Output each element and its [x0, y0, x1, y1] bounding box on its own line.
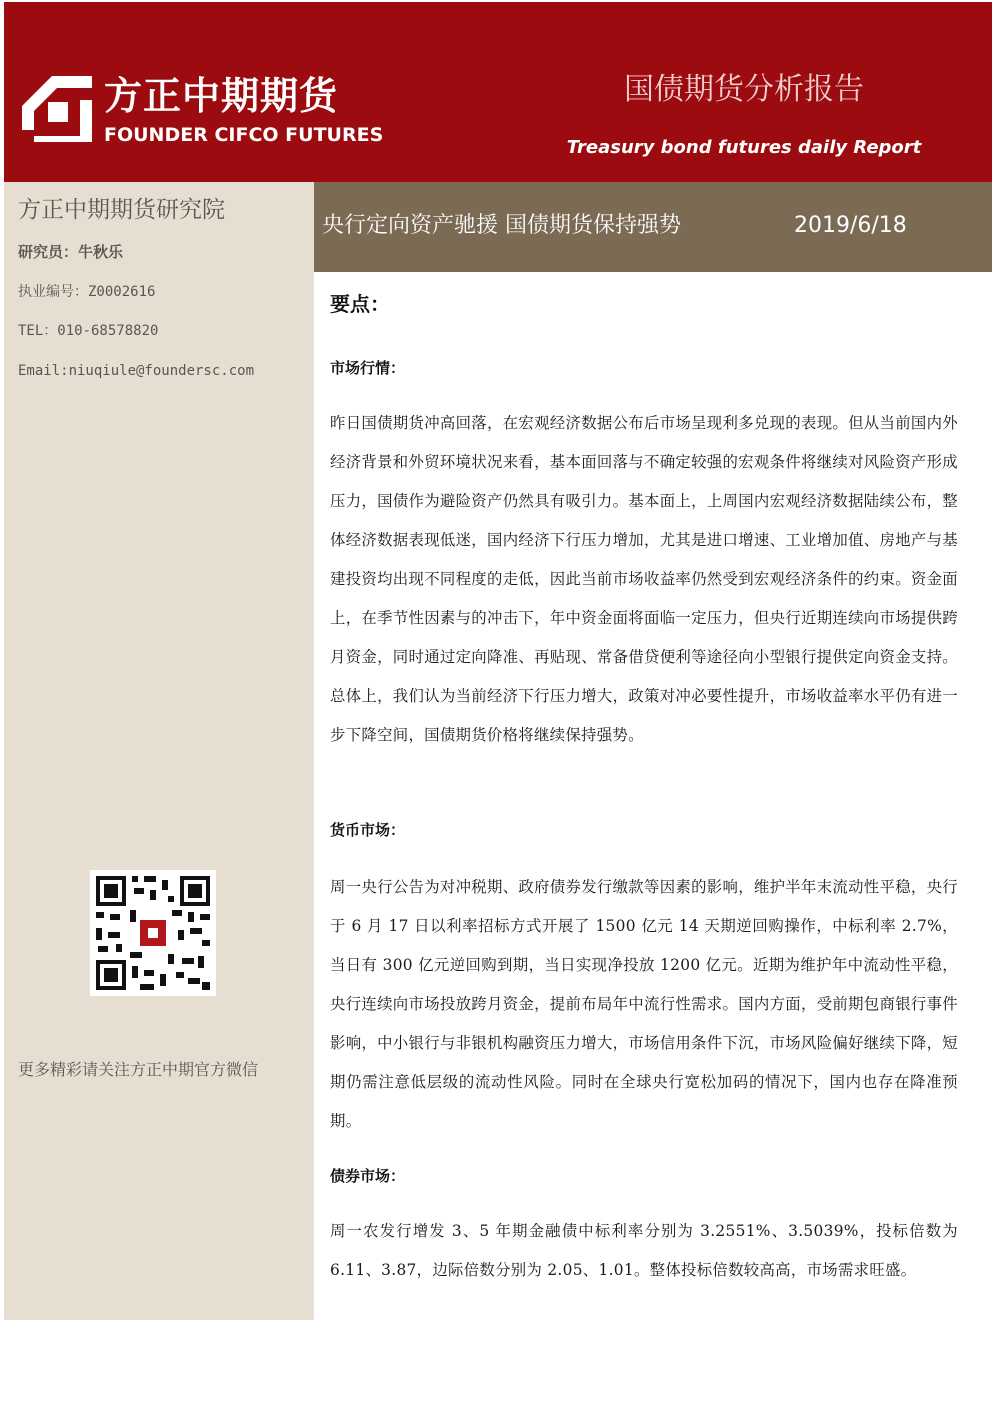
wechat-follow-note: 更多精彩请关注方正中期官方微信 [18, 1060, 259, 1079]
brand-name-cn: 方正中期期货 [104, 74, 339, 118]
market-trend-heading: 市场行情： [330, 359, 406, 377]
report-title-bar [314, 182, 992, 272]
email-link[interactable]: Email:niuqiule@foundersc.com [18, 363, 255, 379]
money-market-paragraph: 周一央行公告为对冲税期、政府债券发行缴款等因素的影响，维护半年末流动性平稳，央行于 6 月 17 日以利率招标方式开展了 1500 亿元 14 天期逆回购操作，中标利率 2.7%，当日有 300 亿元逆回购到期，当日实现净投放 1200 亿元。近期为维护年中流动性平稳，央行连续向市场投放跨月资金，提前布局年中流行性需求。国内方面，受前期包商银行事件影响，中小银行与非银机构融资压力增大，市场信用条件下沉，市场风险偏好继续下降，短期仍需注意低层级的流动性风险。同时在全球央行宽松加码的情况下，国内也存在降准预期。 [330, 878, 958, 1130]
bond-market-paragraph: 周一农发行增发 3、5 年期金融债中标利率分别为 3.2551%、3.5039%，投标倍数为 6.11、3.87，边际倍数分别为 2.05、1.01。整体投标倍数较高高，市场需求旺盛。 [330, 1222, 958, 1279]
money-market-heading: 货币市场： [330, 821, 406, 839]
report-type-en: Treasury bond futures daily Report [566, 137, 922, 158]
researcher-name: 研究员：牛秋乐 [18, 243, 124, 261]
wechat-qr-code-icon[interactable] [90, 870, 216, 996]
market-trend-paragraph: 昨日国债期货冲高回落，在宏观经济数据公布后市场呈现利多兑现的表现。但从当前国内外经济背景和外贸环境状况来看，基本面回落与不确定较强的宏观条件将继续对风险资产形成压力，国债作为避险资产仍然具有吸引力。基本面上，上周国内宏观经济数据陆续公布，整体经济数据表现低迷，国内经济下行压力增加，尤其是进口增速、工业增加值、房地产与基建投资均出现不同程度的走低，因此当前市场收益率仍然受到宏观经济条件的约束。资金面上，在季节性因素与的冲击下，年中资金面将面临一定压力，但央行近期连续向市场提供跨月资金，同时通过定向降准、再贴现、常备借贷便利等途径向小型银行提供定向资金支持。总体上，我们认为当前经济下行压力增大，政策对冲必要性提升，市场收益率水平仍有进一步下降空间，国债期货价格将继续保持强势。 [330, 414, 958, 744]
telephone: TEL：010-68578820 [18, 323, 159, 339]
founder-logo-icon [22, 76, 92, 142]
report-date: 2019/6/18 [794, 213, 907, 238]
license-number: 执业编号：Z0002616 [18, 284, 156, 300]
author-sidebar [4, 182, 314, 1320]
brand-name-en: FOUNDER CIFCO FUTURES [104, 124, 384, 146]
report-type-cn: 国债期货分析报告 [624, 72, 864, 107]
key-points-heading: 要点： [330, 292, 390, 316]
report-header [4, 2, 992, 182]
report-headline: 央行定向资产驰援 国债期货保持强势 [322, 213, 681, 238]
bond-market-heading: 债券市场： [330, 1167, 406, 1185]
institute-name: 方正中期期货研究院 [18, 197, 225, 223]
